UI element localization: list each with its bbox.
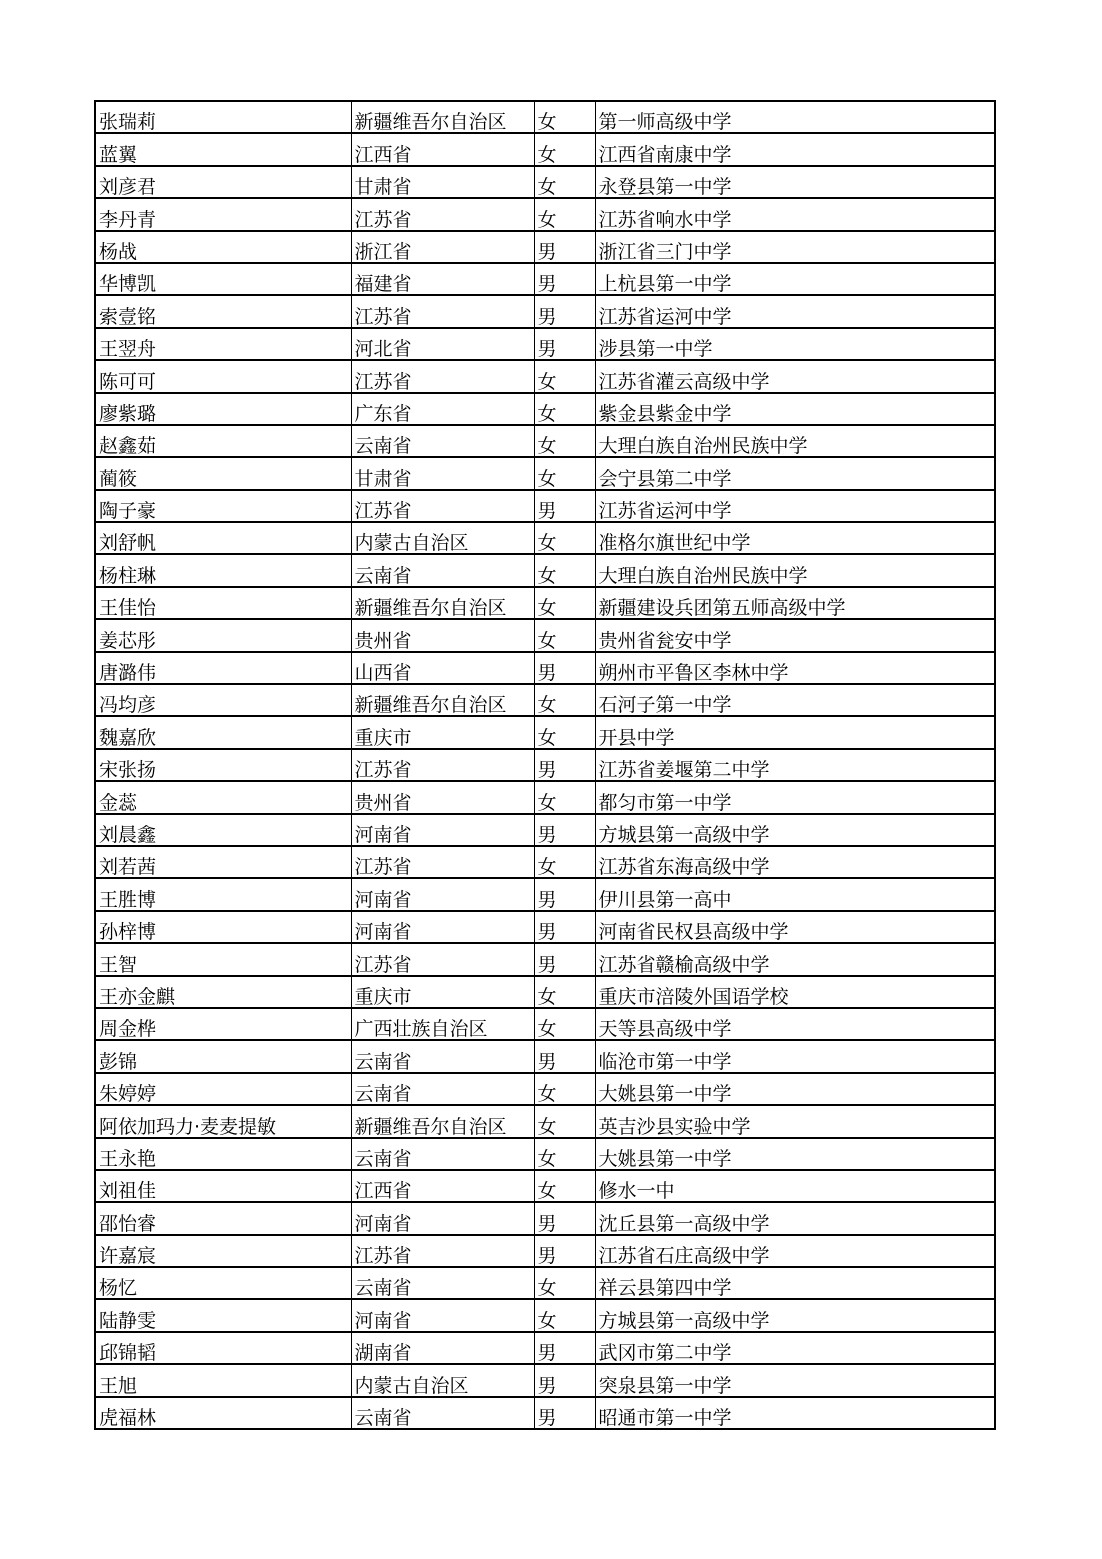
cell-gender: 女 xyxy=(534,716,595,748)
cell-province: 云南省 xyxy=(351,1138,534,1170)
cell-name: 蓝翼 xyxy=(95,133,351,165)
cell-province: 甘肃省 xyxy=(351,166,534,198)
table-row xyxy=(95,619,995,651)
cell-school: 上杭县第一中学 xyxy=(595,263,995,295)
cell-name: 王胜博 xyxy=(95,878,351,910)
table-row xyxy=(95,1332,995,1364)
cell-gender: 女 xyxy=(534,457,595,489)
cell-gender: 女 xyxy=(534,1105,595,1137)
cell-gender: 女 xyxy=(534,166,595,198)
cell-name: 魏嘉欣 xyxy=(95,716,351,748)
table-row xyxy=(95,587,995,619)
cell-name: 蔺筱 xyxy=(95,457,351,489)
table-row xyxy=(95,781,995,813)
table-row xyxy=(95,328,995,360)
cell-school: 会宁县第二中学 xyxy=(595,457,995,489)
cell-province: 云南省 xyxy=(351,1040,534,1072)
cell-school: 开县中学 xyxy=(595,716,995,748)
cell-gender: 男 xyxy=(534,911,595,943)
table-row xyxy=(95,554,995,586)
cell-gender: 男 xyxy=(534,1364,595,1396)
cell-gender: 男 xyxy=(534,652,595,684)
cell-province: 内蒙古自治区 xyxy=(351,1364,534,1396)
table-row xyxy=(95,425,995,457)
cell-school: 贵州省瓮安中学 xyxy=(595,619,995,651)
table-body xyxy=(95,101,995,1429)
cell-school: 江苏省灌云高级中学 xyxy=(595,360,995,392)
table-row xyxy=(95,684,995,716)
cell-gender: 女 xyxy=(534,1267,595,1299)
cell-name: 唐潞伟 xyxy=(95,652,351,684)
cell-province: 河南省 xyxy=(351,1202,534,1234)
cell-gender: 女 xyxy=(534,554,595,586)
cell-school: 涉县第一中学 xyxy=(595,328,995,360)
cell-province: 贵州省 xyxy=(351,781,534,813)
table-row xyxy=(95,1040,995,1072)
cell-province: 新疆维吾尔自治区 xyxy=(351,101,534,133)
cell-gender: 女 xyxy=(534,101,595,133)
cell-school: 大姚县第一中学 xyxy=(595,1138,995,1170)
student-table xyxy=(94,100,996,1430)
table-row xyxy=(95,1138,995,1170)
table-row xyxy=(95,198,995,230)
cell-school: 江苏省赣榆高级中学 xyxy=(595,943,995,975)
cell-gender: 女 xyxy=(534,1299,595,1331)
cell-province: 山西省 xyxy=(351,652,534,684)
cell-name: 张瑞莉 xyxy=(95,101,351,133)
cell-school: 永登县第一中学 xyxy=(595,166,995,198)
cell-province: 甘肃省 xyxy=(351,457,534,489)
cell-school: 大姚县第一中学 xyxy=(595,1073,995,1105)
cell-name: 邵怡睿 xyxy=(95,1202,351,1234)
cell-gender: 男 xyxy=(534,263,595,295)
cell-province: 重庆市 xyxy=(351,716,534,748)
cell-gender: 男 xyxy=(534,328,595,360)
cell-province: 新疆维吾尔自治区 xyxy=(351,587,534,619)
cell-province: 福建省 xyxy=(351,263,534,295)
cell-province: 云南省 xyxy=(351,1397,534,1429)
cell-name: 冯均彦 xyxy=(95,684,351,716)
cell-province: 河南省 xyxy=(351,1299,534,1331)
cell-gender: 男 xyxy=(534,1235,595,1267)
table-row xyxy=(95,263,995,295)
table-row xyxy=(95,101,995,133)
cell-school: 天等县高级中学 xyxy=(595,1008,995,1040)
cell-gender: 男 xyxy=(534,749,595,781)
cell-school: 祥云县第四中学 xyxy=(595,1267,995,1299)
cell-province: 贵州省 xyxy=(351,619,534,651)
table-row xyxy=(95,522,995,554)
cell-school: 江苏省运河中学 xyxy=(595,295,995,327)
table-row xyxy=(95,652,995,684)
cell-gender: 女 xyxy=(534,781,595,813)
cell-province: 重庆市 xyxy=(351,976,534,1008)
table-row xyxy=(95,457,995,489)
cell-gender: 男 xyxy=(534,295,595,327)
table-row xyxy=(95,490,995,522)
cell-province: 江苏省 xyxy=(351,490,534,522)
cell-gender: 男 xyxy=(534,943,595,975)
cell-school: 河南省民权县高级中学 xyxy=(595,911,995,943)
cell-province: 江苏省 xyxy=(351,198,534,230)
cell-province: 江苏省 xyxy=(351,360,534,392)
table-row xyxy=(95,976,995,1008)
table-row xyxy=(95,911,995,943)
cell-school: 突泉县第一中学 xyxy=(595,1364,995,1396)
cell-gender: 男 xyxy=(534,878,595,910)
cell-school: 准格尔旗世纪中学 xyxy=(595,522,995,554)
cell-name: 杨战 xyxy=(95,231,351,263)
table-row xyxy=(95,1397,995,1429)
cell-province: 江苏省 xyxy=(351,846,534,878)
cell-name: 杨柱琳 xyxy=(95,554,351,586)
cell-name: 姜芯彤 xyxy=(95,619,351,651)
cell-name: 周金桦 xyxy=(95,1008,351,1040)
table-row xyxy=(95,1105,995,1137)
cell-gender: 女 xyxy=(534,198,595,230)
cell-province: 江西省 xyxy=(351,133,534,165)
cell-school: 新疆建设兵团第五师高级中学 xyxy=(595,587,995,619)
cell-school: 沈丘县第一高级中学 xyxy=(595,1202,995,1234)
cell-school: 石河子第一中学 xyxy=(595,684,995,716)
cell-province: 江苏省 xyxy=(351,1235,534,1267)
cell-province: 湖南省 xyxy=(351,1332,534,1364)
table-row xyxy=(95,943,995,975)
cell-gender: 男 xyxy=(534,490,595,522)
cell-name: 刘祖佳 xyxy=(95,1170,351,1202)
cell-school: 江苏省东海高级中学 xyxy=(595,846,995,878)
cell-province: 江西省 xyxy=(351,1170,534,1202)
table-row xyxy=(95,1008,995,1040)
cell-school: 江西省南康中学 xyxy=(595,133,995,165)
cell-school: 武冈市第二中学 xyxy=(595,1332,995,1364)
cell-name: 李丹青 xyxy=(95,198,351,230)
cell-province: 内蒙古自治区 xyxy=(351,522,534,554)
cell-name: 陈可可 xyxy=(95,360,351,392)
cell-name: 虎福林 xyxy=(95,1397,351,1429)
cell-name: 赵鑫茹 xyxy=(95,425,351,457)
cell-province: 云南省 xyxy=(351,425,534,457)
cell-gender: 女 xyxy=(534,1170,595,1202)
cell-school: 江苏省石庄高级中学 xyxy=(595,1235,995,1267)
cell-school: 浙江省三门中学 xyxy=(595,231,995,263)
cell-province: 浙江省 xyxy=(351,231,534,263)
table-row xyxy=(95,1202,995,1234)
cell-province: 新疆维吾尔自治区 xyxy=(351,684,534,716)
cell-name: 阿依加玛力·麦麦提敏 xyxy=(95,1105,351,1137)
table-row xyxy=(95,1364,995,1396)
cell-gender: 男 xyxy=(534,814,595,846)
cell-school: 修水一中 xyxy=(595,1170,995,1202)
table-row xyxy=(95,295,995,327)
cell-province: 广东省 xyxy=(351,393,534,425)
cell-school: 大理白族自治州民族中学 xyxy=(595,425,995,457)
cell-name: 宋张扬 xyxy=(95,749,351,781)
cell-school: 江苏省响水中学 xyxy=(595,198,995,230)
cell-name: 王永艳 xyxy=(95,1138,351,1170)
cell-name: 陶子豪 xyxy=(95,490,351,522)
cell-province: 河南省 xyxy=(351,814,534,846)
table-row xyxy=(95,393,995,425)
cell-province: 河南省 xyxy=(351,878,534,910)
cell-name: 金蕊 xyxy=(95,781,351,813)
table-row xyxy=(95,166,995,198)
cell-school: 重庆市涪陵外国语学校 xyxy=(595,976,995,1008)
cell-province: 广西壮族自治区 xyxy=(351,1008,534,1040)
table-row xyxy=(95,846,995,878)
cell-name: 杨忆 xyxy=(95,1267,351,1299)
cell-school: 第一师高级中学 xyxy=(595,101,995,133)
cell-school: 英吉沙县实验中学 xyxy=(595,1105,995,1137)
cell-name: 邱锦韬 xyxy=(95,1332,351,1364)
cell-gender: 女 xyxy=(534,587,595,619)
cell-name: 王智 xyxy=(95,943,351,975)
cell-school: 方城县第一高级中学 xyxy=(595,1299,995,1331)
cell-province: 云南省 xyxy=(351,1073,534,1105)
cell-name: 刘晨鑫 xyxy=(95,814,351,846)
cell-gender: 女 xyxy=(534,393,595,425)
table-row xyxy=(95,1235,995,1267)
cell-name: 王旭 xyxy=(95,1364,351,1396)
cell-gender: 女 xyxy=(534,976,595,1008)
table-row xyxy=(95,231,995,263)
cell-gender: 男 xyxy=(534,1202,595,1234)
table-row xyxy=(95,814,995,846)
cell-province: 江苏省 xyxy=(351,295,534,327)
cell-name: 刘若茜 xyxy=(95,846,351,878)
cell-school: 大理白族自治州民族中学 xyxy=(595,554,995,586)
cell-school: 朔州市平鲁区李林中学 xyxy=(595,652,995,684)
cell-gender: 女 xyxy=(534,522,595,554)
cell-name: 华博凯 xyxy=(95,263,351,295)
cell-school: 紫金县紫金中学 xyxy=(595,393,995,425)
cell-gender: 女 xyxy=(534,684,595,716)
cell-school: 临沧市第一中学 xyxy=(595,1040,995,1072)
cell-gender: 女 xyxy=(534,133,595,165)
table-row xyxy=(95,749,995,781)
table-row xyxy=(95,133,995,165)
cell-school: 伊川县第一高中 xyxy=(595,878,995,910)
cell-gender: 女 xyxy=(534,1073,595,1105)
cell-province: 河北省 xyxy=(351,328,534,360)
cell-school: 昭通市第一中学 xyxy=(595,1397,995,1429)
cell-gender: 女 xyxy=(534,360,595,392)
cell-gender: 女 xyxy=(534,1138,595,1170)
table-row xyxy=(95,1267,995,1299)
cell-name: 王翌舟 xyxy=(95,328,351,360)
cell-school: 江苏省运河中学 xyxy=(595,490,995,522)
cell-name: 廖紫璐 xyxy=(95,393,351,425)
cell-name: 索壹铭 xyxy=(95,295,351,327)
cell-gender: 女 xyxy=(534,1008,595,1040)
cell-gender: 男 xyxy=(534,1397,595,1429)
cell-gender: 男 xyxy=(534,1332,595,1364)
cell-province: 新疆维吾尔自治区 xyxy=(351,1105,534,1137)
table-row xyxy=(95,878,995,910)
cell-name: 许嘉宸 xyxy=(95,1235,351,1267)
table-row xyxy=(95,360,995,392)
cell-gender: 女 xyxy=(534,619,595,651)
cell-name: 彭锦 xyxy=(95,1040,351,1072)
cell-province: 江苏省 xyxy=(351,749,534,781)
cell-name: 朱婷婷 xyxy=(95,1073,351,1105)
cell-name: 王亦金麒 xyxy=(95,976,351,1008)
cell-school: 方城县第一高级中学 xyxy=(595,814,995,846)
cell-gender: 女 xyxy=(534,425,595,457)
cell-school: 江苏省姜堰第二中学 xyxy=(595,749,995,781)
cell-province: 江苏省 xyxy=(351,943,534,975)
cell-gender: 男 xyxy=(534,1040,595,1072)
cell-name: 刘彦君 xyxy=(95,166,351,198)
cell-school: 都匀市第一中学 xyxy=(595,781,995,813)
table-row xyxy=(95,1170,995,1202)
table-row xyxy=(95,716,995,748)
cell-gender: 女 xyxy=(534,846,595,878)
cell-name: 刘舒帆 xyxy=(95,522,351,554)
cell-name: 陆静雯 xyxy=(95,1299,351,1331)
table-row xyxy=(95,1073,995,1105)
table-row xyxy=(95,1299,995,1331)
cell-province: 河南省 xyxy=(351,911,534,943)
cell-name: 孙梓博 xyxy=(95,911,351,943)
cell-gender: 男 xyxy=(534,231,595,263)
cell-province: 云南省 xyxy=(351,554,534,586)
cell-name: 王佳怡 xyxy=(95,587,351,619)
cell-province: 云南省 xyxy=(351,1267,534,1299)
